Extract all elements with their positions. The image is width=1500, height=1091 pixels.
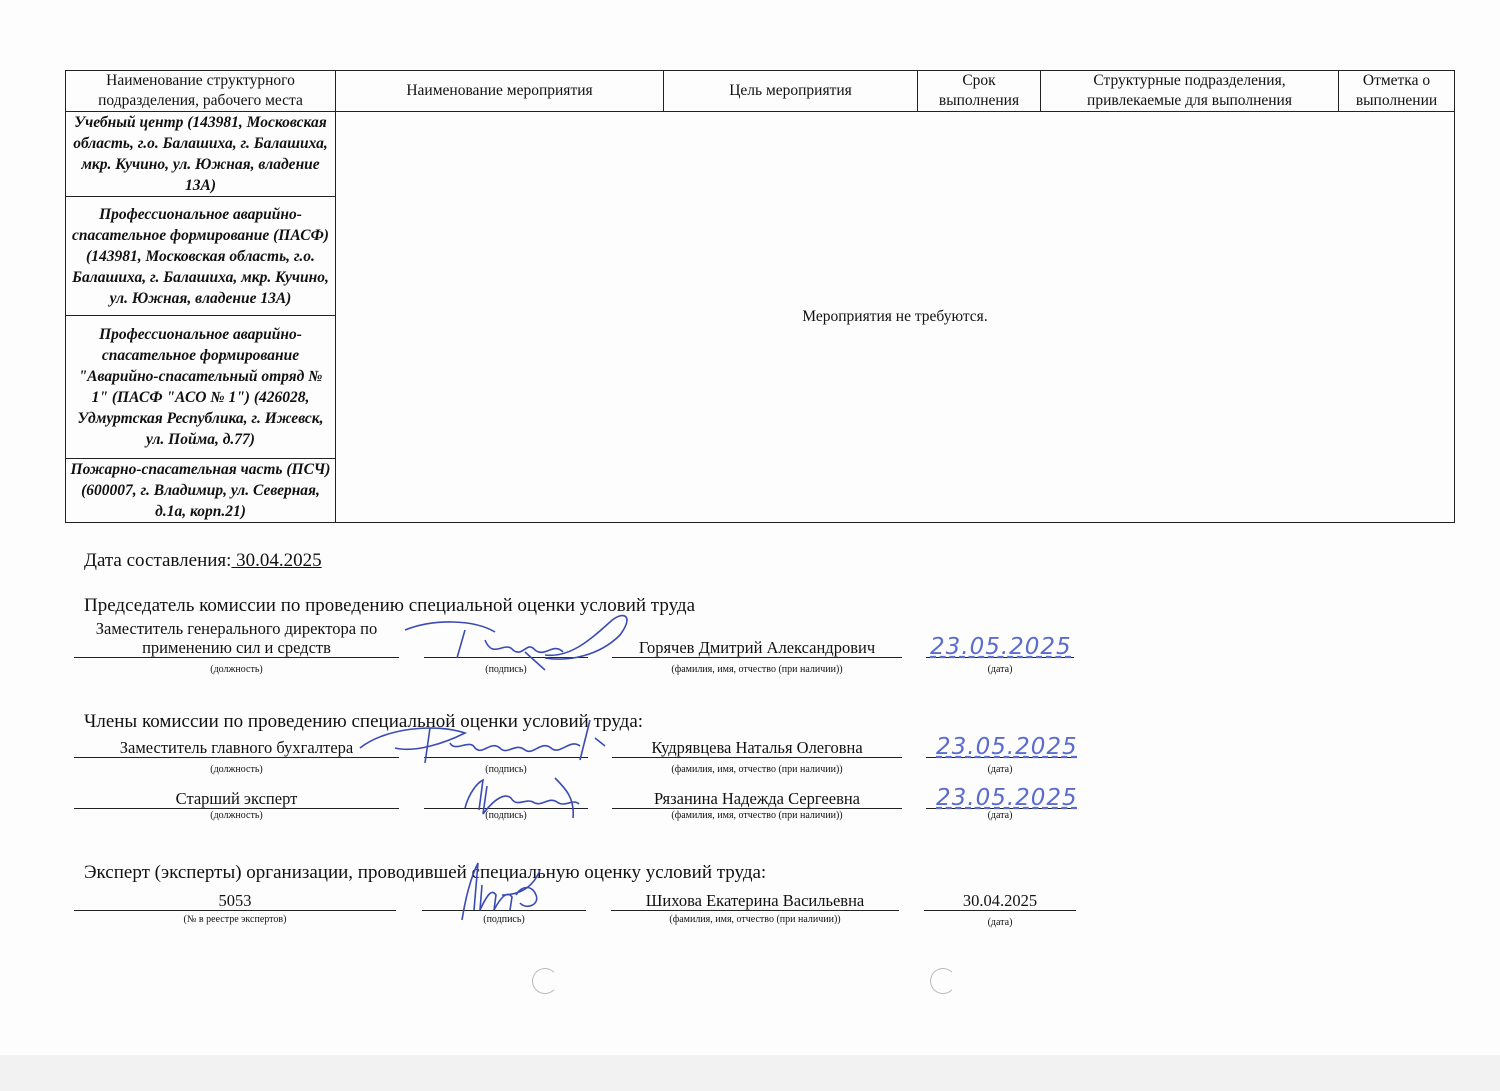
members-title: Члены комиссии по проведению специальной оценки условий труда:	[84, 711, 644, 732]
caption-signature: (подпись)	[485, 810, 527, 821]
member-position: Заместитель главного бухгалтера	[74, 738, 399, 758]
date-compiled-value: 30.04.2025	[231, 550, 322, 571]
unit-cell: Учебный центр (143981, Московская область, г.о. Балашиха, г. Балашиха, мкр. Кучино, ул. Южная, владение 13А)	[66, 112, 336, 197]
unit-cell: Пожарно-спасательная часть (ПСЧ) (600007, г. Владимир, ул. Северная, д.1а, корп.21)	[66, 459, 336, 523]
caption-date: (дата)	[987, 917, 1013, 928]
no-measures-cell: Мероприятия не требуются.	[336, 112, 1455, 523]
expert-registry-number: 5053	[74, 891, 396, 911]
chairman-title: Председатель комиссии по проведению специальной оценки условий труда	[84, 595, 695, 616]
unit-cell: Профессиональное аварийно-спасательное формирование "Аварийно-спасательный отряд № 1" (ПАСФ "АСО № 1") (426028, Удмуртская Республика, г. Ижевск, ул. Пойма, д.77)	[66, 316, 336, 459]
punch-hole	[532, 968, 558, 994]
caption-position: (должность)	[210, 810, 263, 821]
member-signature-image	[455, 768, 595, 823]
date-compiled	[84, 550, 322, 572]
measures-table	[65, 70, 1455, 523]
caption-date: (дата)	[987, 664, 1013, 675]
caption-fio: (фамилия, имя, отчество (при наличии))	[669, 914, 841, 925]
member-name: Кудрявцева Наталья Олеговна	[612, 738, 902, 758]
expert-name: Шихова Екатерина Васильевна	[611, 891, 899, 911]
caption-fio: (фамилия, имя, отчество (при наличии))	[671, 664, 843, 675]
table-row	[66, 112, 1455, 197]
header-completion-mark: Отметка о выполнении	[1339, 71, 1455, 112]
caption-date: (дата)	[987, 810, 1013, 821]
caption-date: (дата)	[987, 764, 1013, 775]
header-goal: Цель мероприятия	[664, 71, 918, 112]
header-deadline: Срок выполнения	[918, 71, 1041, 112]
member-date: 23.05.2025	[936, 785, 1078, 811]
unit-cell: Профессиональное аварийно-спасательное формирование (ПАСФ) (143981, Московская область, г.о. Балашиха, г. Балашиха, мкр. Кучино, ул. Южная, владение 13А)	[66, 197, 336, 316]
punch-hole	[930, 968, 956, 994]
caption-registry: (№ в реестре экспертов)	[183, 914, 287, 925]
caption-fio: (фамилия, имя, отчество (при наличии))	[671, 810, 843, 821]
caption-signature: (подпись)	[485, 764, 527, 775]
caption-position: (должность)	[210, 664, 263, 675]
chairman-date: 23.05.2025	[930, 634, 1072, 660]
caption-position: (должность)	[210, 764, 263, 775]
member-name: Рязанина Надежда Сергеевна	[612, 789, 902, 809]
caption-signature: (подпись)	[485, 664, 527, 675]
chairman-name: Горячев Дмитрий Александрович	[612, 638, 902, 658]
date-compiled-label: Дата составления:	[84, 550, 232, 571]
expert-signature-image	[452, 855, 552, 930]
member-date: 23.05.2025	[936, 734, 1078, 760]
caption-fio: (фамилия, имя, отчество (при наличии))	[671, 764, 843, 775]
expert-title: Эксперт (эксперты) организации, проводившей специальную оценку условий труда:	[84, 862, 767, 883]
member-signature-image	[355, 708, 615, 770]
header-measure: Наименование мероприятия	[336, 71, 664, 112]
scan-edge	[0, 1055, 1500, 1091]
member-position: Старший эксперт	[74, 789, 399, 809]
header-unit: Наименование структурного подразделения, рабочего места	[66, 71, 336, 112]
chairman-position: Заместитель генерального директора по применению сил и средств	[74, 619, 399, 658]
chairman-signature-image	[395, 600, 645, 685]
expert-date: 30.04.2025	[924, 891, 1076, 911]
table-header-row	[66, 71, 1455, 112]
header-involved-units: Структурные подразделения, привлекаемые для выполнения	[1041, 71, 1339, 112]
caption-signature: (подпись)	[483, 914, 525, 925]
